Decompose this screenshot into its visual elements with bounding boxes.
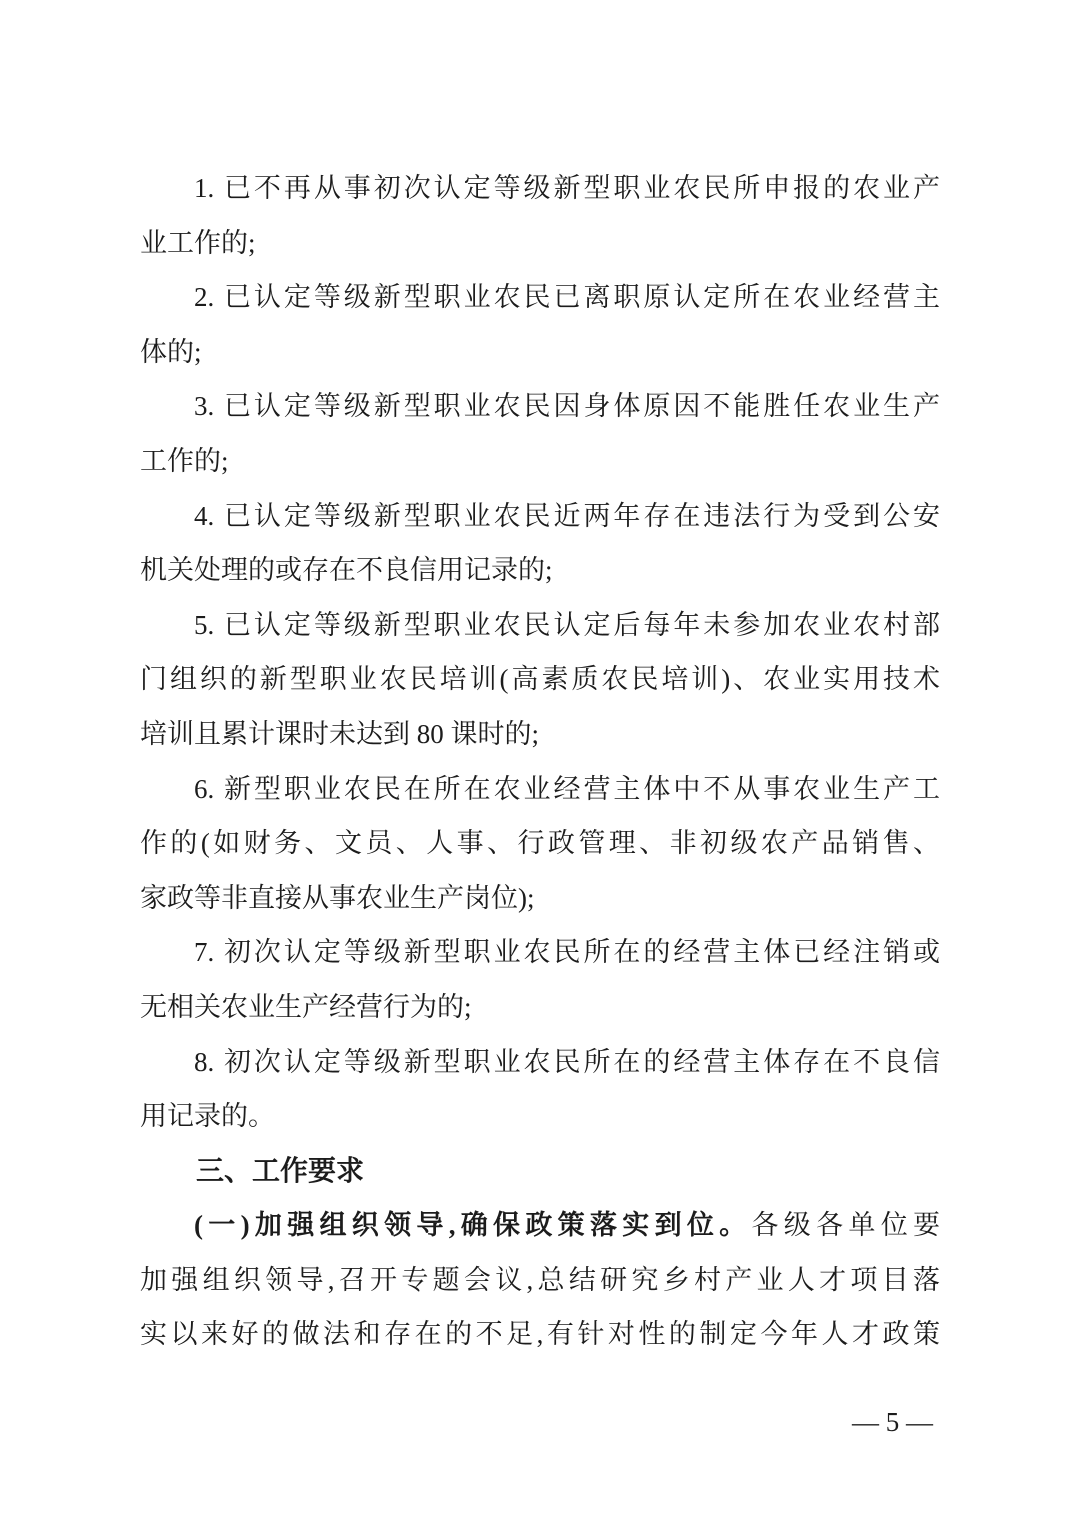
text-line: 培训且累计课时未达到 80 课时的;: [140, 718, 540, 749]
text-line: 3. 已认定等级新型职业农民因身体原因不能胜任农业生产: [194, 391, 940, 422]
text-block: [140, 161, 940, 1362]
text-line: 加强组织领导,召开专题会议,总结研究乡村产业人才项目落: [140, 1264, 940, 1295]
text-line: 用记录的。: [140, 1101, 275, 1132]
text-line: 业工作的;: [140, 227, 256, 258]
section-heading: 三、工作要求: [196, 1154, 365, 1186]
text-line: 2. 已认定等级新型职业农民已离职原认定所在农业经营主: [194, 282, 940, 313]
text-line: 4. 已认定等级新型职业农民近两年存在违法行为受到公安: [194, 500, 940, 531]
text-line: 6. 新型职业农民在所在农业经营主体中不从事农业生产工: [194, 773, 940, 804]
paragraph-text: 各级各单位要: [751, 1210, 940, 1241]
text-line: 实以来好的做法和存在的不足,有针对性的制定今年人才政策: [140, 1319, 940, 1350]
text-line: [140, 1198, 940, 1253]
text-line: 1. 已不再从事初次认定等级新型职业农民所申报的农业产: [194, 173, 940, 203]
text-line: 5. 已认定等级新型职业农民认定后每年未参加农业农村部: [194, 609, 940, 640]
text-line: 体的;: [140, 336, 202, 367]
text-line: 7. 初次认定等级新型职业农民所在的经营主体已经注销或: [194, 937, 940, 968]
text-line: 无相关农业生产经营行为的;: [140, 991, 472, 1022]
text-line: 家政等非直接从事农业生产岗位);: [140, 882, 535, 913]
paragraph-bold-lead: (一)加强组织领导,确保政策落实到位。: [194, 1210, 752, 1241]
text-line: 门组织的新型职业农民培训(高素质农民培训)、农业实用技术: [140, 664, 940, 695]
text-line: 作的(如财务、文员、人事、行政管理、非初级农产品销售、: [140, 828, 940, 859]
page-number: — 5 —: [852, 1407, 933, 1437]
text-line: 8. 初次认定等级新型职业农民所在的经营主体存在不良信: [194, 1046, 940, 1077]
text-line: 机关处理的或存在不良信用记录的;: [140, 555, 553, 586]
text-line: 工作的;: [140, 445, 229, 476]
